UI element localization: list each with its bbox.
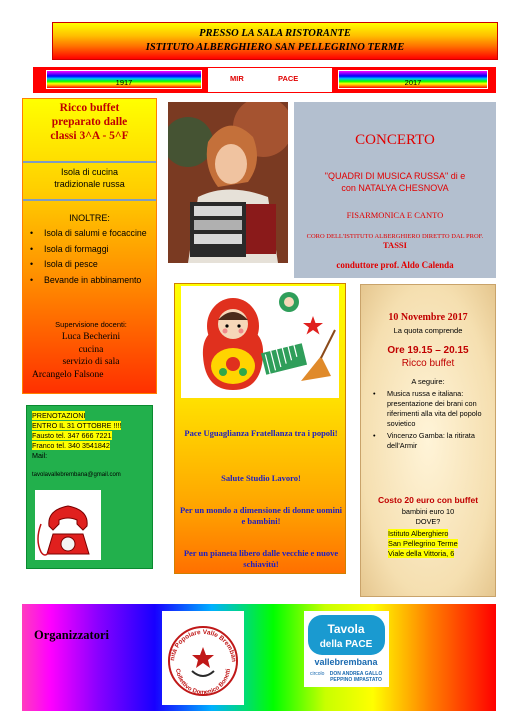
logo2-names-2: PEPPINO IMPASTATO <box>330 677 382 683</box>
coro-label <box>298 232 492 251</box>
photo-illustration <box>168 102 288 263</box>
inoltre-title: INOLTRE: <box>69 213 110 223</box>
program-list <box>373 389 491 453</box>
logo2-circolo: circolo <box>310 671 325 677</box>
mail-label: Mail: <box>32 451 48 460</box>
where-label: DOVE? <box>415 517 441 526</box>
year-left-label: 1917 <box>115 78 133 87</box>
coro-text: CORO DELL'ISTITUTO ALBERGHIERO DIRETTO DAL PROF. <box>306 233 484 240</box>
children-cost: bambini euro 10 <box>401 507 455 516</box>
event-details-panel <box>360 284 496 597</box>
coro-director: TASSI <box>383 240 407 250</box>
header-line-1: PRESSO LA SALA RISTORANTE <box>199 28 351 39</box>
inoltre-list <box>30 228 155 290</box>
concerto-subtitle-line: con NATALYA CHESNOVA <box>341 183 449 193</box>
pace-label: PACE <box>278 74 299 83</box>
logo2-title-1: Tavola <box>327 622 365 636</box>
list-item: • Bevande in abbinamento <box>30 275 155 287</box>
docente-line: Luca Becherini <box>61 332 121 342</box>
isola-russa <box>22 166 157 190</box>
prenotazioni-title: PRENOTAZIONI <box>32 411 86 420</box>
mail-address[interactable]: tavolavallebrembana@gmail.com <box>32 472 121 478</box>
list-item: • Isola di formaggi <box>30 244 155 256</box>
address-line: Viale della Vittoria, 6 <box>388 549 455 559</box>
telephone-icon <box>35 490 101 560</box>
peace-message: Per un mondo a dimensione di donne uomini e bambini! <box>179 505 343 526</box>
address-line: Istituto Alberghiero <box>388 529 449 538</box>
prenotazioni-panel <box>26 405 153 569</box>
logo1-bottom-text: Collettivo Domenico Bonetti <box>174 668 232 697</box>
year-right-label: 2017 <box>404 78 422 87</box>
venue-address <box>388 529 458 560</box>
accordion-player-photo <box>168 102 288 263</box>
concerto-title: CONCERTO <box>355 132 435 148</box>
buffet-title <box>22 101 157 143</box>
isola-line: Isola di cucina <box>60 167 119 177</box>
logo2-sub: vallebrembana <box>314 657 378 667</box>
event-time: Ore 19.15 – 20.15 <box>387 345 469 356</box>
list-item: • Vincenzo Gamba: la ritirata dell'Armir <box>373 431 491 451</box>
buffet-title-line: classi 3^A - 5^F <box>50 130 129 142</box>
docente-line: Arcangelo Falsone <box>32 369 104 380</box>
concerto-panel <box>294 102 496 278</box>
list-item: • Isola di pesce <box>30 259 155 271</box>
cost-label: Costo 20 euro con buffet <box>377 495 479 505</box>
docenti-list <box>28 331 154 381</box>
divider <box>23 199 156 201</box>
peace-message: Per un pianeta libero dalle vecchie e nuove schiavitù! <box>183 548 339 569</box>
supervisione-label: Supervisione docenti: <box>55 320 127 329</box>
prenotazioni-text <box>32 411 121 461</box>
phone-franco: Franco tel. 340 3541842 <box>32 441 110 450</box>
isola-line: tradizionale russa <box>54 179 125 189</box>
buffet-title-line: preparato dalle <box>51 116 128 128</box>
unita-popolare-logo <box>162 611 244 705</box>
quota-label: La quota comprende <box>393 326 463 335</box>
organizers-footer <box>22 604 496 711</box>
tavola-della-pace-logo <box>304 611 389 687</box>
event-date: 10 Novembre 2017 <box>388 312 468 323</box>
matryoshka-illustration <box>181 286 339 398</box>
docente-line: servizio di sala <box>62 357 120 367</box>
logo2-title-2: della PACE <box>319 639 373 650</box>
concerto-subtitle-line: "QUADRI DI MUSICA RUSSA" di e <box>324 171 466 181</box>
buffet-title-line: Ricco buffet <box>59 102 120 114</box>
address-line: San Pellegrino Terme <box>388 539 458 549</box>
logo1-top-text: nità Popolare Valle Bremban <box>169 628 238 663</box>
conduttore-label: conduttore prof. Aldo Calenda <box>336 260 454 270</box>
header-banner <box>52 22 498 60</box>
organizers-label: Organizzatori <box>34 628 109 642</box>
concerto-subtitle <box>300 170 490 194</box>
logo2-names-1: DON ANDREA GALLO <box>329 671 383 677</box>
fisarmonica-label: FISARMONICA E CANTO <box>346 210 444 220</box>
list-item: • Musica russa e italiana: presentazione dei brani con riferimenti alla vita del popolo sovietico <box>373 389 491 429</box>
phone-fausto: Fausto tel. 347 666 7221 <box>32 431 112 440</box>
a-seguire-label: A seguire: <box>411 377 445 386</box>
divider <box>23 161 156 163</box>
year-left-banner <box>46 70 202 89</box>
header-line-2: ISTITUTO ALBERGHIERO SAN PELLEGRINO TERME <box>145 42 405 53</box>
ricco-buffet-label: Ricco buffet <box>401 358 455 369</box>
list-item: • Isola di salumi e focaccine <box>30 228 155 240</box>
peace-messages-panel <box>174 283 346 574</box>
docente-line: cucina <box>78 344 104 355</box>
mir-pace-box <box>208 68 332 92</box>
mir-label: MIR <box>230 74 244 83</box>
year-right-banner <box>338 70 488 89</box>
prenotazioni-deadline: ENTRO IL 31 OTTOBRE !!!! <box>32 421 122 430</box>
peace-message: Salute Studio Lavoro! <box>221 473 301 483</box>
peace-message: Pace Uguaglianza Fratellanza tra i popoli! <box>184 428 338 438</box>
